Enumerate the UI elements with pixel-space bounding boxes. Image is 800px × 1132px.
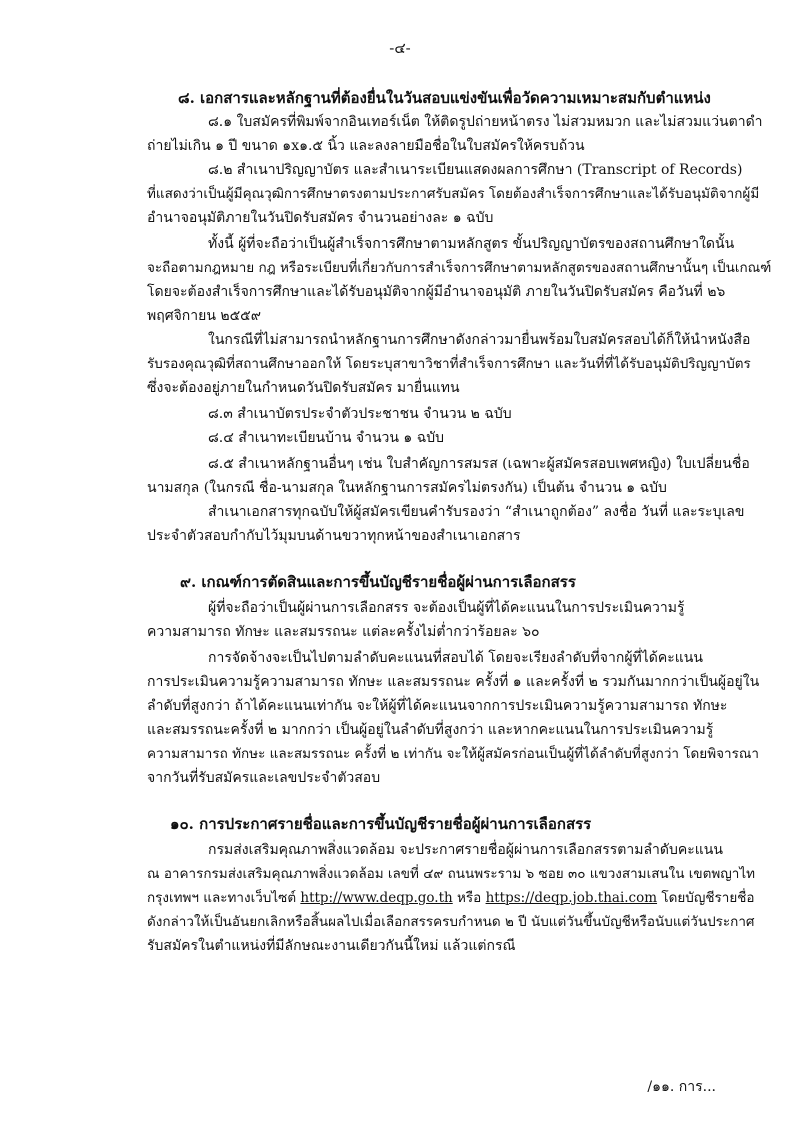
section-10-line-4: ดังกล่าวให้เป็นอันยกเลิกหรือสิ้นผลไปเมื่อเลือกสรรครบกำหนด ๒ ปี นับแต่วันขึ้นบัญชีหรือนับแต่วันประกาศ: [147, 914, 755, 930]
section-9-heading: ๙. เกณฑ์การตัดสินและการขึ้นบัญชีรายชื่อผู้ผ่านการเลือกสรร: [180, 573, 576, 591]
deqp-website-link[interactable]: http://www.deqp.go.th: [300, 890, 453, 906]
section-10-line-1: กรมส่งเสริมคุณภาพสิ่งแวดล้อม จะประกาศรายชื่อผู้ผ่านการเลือกสรรตามลำดับคะแนน: [208, 842, 723, 858]
section-10-line-3-pre: กรุงเทพฯ และทางเว็บไซต์: [147, 890, 301, 906]
section-9-para-2-line-3: ลำดับที่สูงกว่า ถ้าได้คะแนนเท่ากัน จะให้ผู้ที่ได้คะแนนจากการประเมินความรู้ความสามารถ ทักษะ: [147, 698, 728, 714]
item-8-5-line-2: นามสกุล (ในกรณี ชื่อ-นามสกุล ในหลักฐานการสมัครไม่ตรงกัน) เป็นต้น จำนวน ๑ ฉบับ: [147, 480, 667, 496]
item-8-1-line-2: ถ่ายไม่เกิน ๑ ปี ขนาด ๑x๑.๕ นิ้ว และลงลายมือชื่อในใบสมัครให้ครบถ้วน: [147, 138, 585, 154]
note-1-line-4: พฤศจิกายน ๒๕๕๙: [147, 308, 262, 324]
note-1-line-3: โดยจะต้องสำเร็จการศึกษาและได้รับอนุมัติจากผู้มีอำนาจอนุมัติ ภายในวันปิดรับสมัคร คือวันที่ ๒๖: [147, 284, 726, 300]
section-10-line-3: [147, 888, 755, 908]
note-1-line-2: จะถือตามกฎหมาย กฎ หรือระเบียบที่เกี่ยวกับการสำเร็จการศึกษาตามหลักสูตรของสถานศึกษานั้นๆ เป็นเกณฑ์: [147, 260, 772, 276]
item-8-2-line-1: ๘.๒ สำเนาปริญญาบัตร และสำเนาระเบียนแสดงผลการศึกษา (Transcript of Records): [208, 162, 743, 178]
section-9-para-1-line-2: ความสามารถ ทักษะ และสมรรถนะ แต่ละครั้งไม่ต่ำกว่าร้อยละ ๖๐: [147, 624, 540, 640]
section-10-heading: ๑๐. การประกาศรายชื่อและการขึ้นบัญชีรายชื่อผู้ผ่านการเลือกสรร: [170, 815, 592, 833]
section-9-para-2-line-6: จากวันที่รับสมัครและเลขประจำตัวสอบ: [147, 770, 381, 786]
section-9-para-2-line-2: การประเมินความรู้ความสามารถ ทักษะ และสมรรถนะ ครั้งที่ ๑ และครั้งที่ ๒ รวมกันมากกว่าเป็นผู้อยู่ใน: [147, 674, 760, 690]
section-9-para-2-line-1: การจัดจ้างจะเป็นไปตามลำดับคะแนนที่สอบได้ โดยจะเรียงลำดับที่จากผู้ที่ได้คะแนน: [208, 650, 703, 666]
deqp-job-website-link[interactable]: https://deqp.job.thai.com: [485, 890, 658, 906]
section-10-line-5: รับสมัครในตำแหน่งที่มีลักษณะงานเดียวกันนี้ใหม่ แล้วแต่กรณี: [147, 938, 516, 954]
section-9-para-2-line-5: ความสามารถ ทักษะ และสมรรถนะ ครั้งที่ ๒ เท่ากัน จะให้ผู้สมัครก่อนเป็นผู้ที่ได้ลำดับที่สูงกว่า โดยพิจารณา: [147, 746, 759, 762]
note-3-line-2: ประจำตัวสอบกำกับไว้มุมบนด้านขวาทุกหน้าของสำเนาเอกสาร: [147, 528, 521, 544]
section-10-line-3-post: โดยบัญชีรายชื่อ: [657, 890, 755, 906]
note-2-line-1: ในกรณีที่ไม่สามารถนำหลักฐานการศึกษาดังกล่าวมายื่นพร้อมใบสมัครสอบได้ก็ให้นำหนังสือ: [208, 332, 751, 348]
item-8-1-line-1: ๘.๑ ใบสมัครที่พิมพ์จากอินเทอร์เน็ต ให้ติดรูปถ่ายหน้าตรง ไม่สวมหมวก และไม่สวมแว่นตาดำ: [208, 114, 763, 130]
section-8-heading: ๘. เอกสารและหลักฐานที่ต้องยื่นในวันสอบแข่งขันเพื่อวัดความเหมาะสมกับตำแหน่ง: [178, 89, 711, 107]
page-number: -๔-: [389, 39, 411, 57]
note-3-line-1: สำเนาเอกสารทุกฉบับให้ผู้สมัครเขียนคำรับรองว่า “สำเนาถูกต้อง” ลงชื่อ วันที่ และระบุเลข: [208, 504, 745, 520]
continuation-marker: /๑๑. การ...: [647, 1079, 716, 1095]
item-8-2-line-3: อำนาจอนุมัติภายในวันปิดรับสมัคร จำนวนอย่างละ ๑ ฉบับ: [147, 210, 494, 226]
note-2-line-3: ซึ่งจะต้องอยู่ภายในกำหนดวันปิดรับสมัคร มายื่นแทน: [147, 380, 460, 396]
item-8-4: ๘.๔ สำเนาทะเบียนบ้าน จำนวน ๑ ฉบับ: [208, 430, 445, 446]
section-10-line-3-mid: หรือ: [452, 890, 486, 906]
note-1-line-1: ทั้งนี้ ผู้ที่จะถือว่าเป็นผู้สำเร็จการศึกษาตามหลักสูตร ขั้นปริญญาบัตรของสถานศึกษาใดนั้น: [208, 236, 735, 252]
item-8-5-line-1: ๘.๕ สำเนาหลักฐานอื่นๆ เช่น ใบสำคัญการสมรส (เฉพาะผู้สมัครสอบเพศหญิง) ใบเปลี่ยนชื่อ: [208, 456, 750, 472]
item-8-2-line-2: ที่แสดงว่าเป็นผู้มีคุณวุฒิการศึกษาตรงตามประกาศรับสมัคร โดยต้องสำเร็จการศึกษาและได้รับอนุมัติจากผู้มี: [147, 186, 760, 202]
item-8-3: ๘.๓ สำเนาบัตรประจำตัวประชาชน จำนวน ๒ ฉบับ: [208, 406, 512, 422]
section-10-line-2: ณ อาคารกรมส่งเสริมคุณภาพสิ่งแวดล้อม เลขที่ ๔๙ ถนนพระราม ๖ ซอย ๓๐ แขวงสามเสนใน เขตพญาไท: [147, 866, 756, 882]
section-9-para-2-line-4: และสมรรถนะครั้งที่ ๒ มากกว่า เป็นผู้อยู่ในลำดับที่สูงกว่า และหากคะแนนในการประเมินความรู้: [147, 722, 714, 738]
note-2-line-2: รับรองคุณวุฒิที่สถานศึกษาออกให้ โดยระบุสาขาวิชาที่สำเร็จการศึกษา และวันที่ที่ได้รับอนุมัติปริญญาบัตร: [147, 356, 751, 372]
section-9-para-1-line-1: ผู้ที่จะถือว่าเป็นผู้ผ่านการเลือกสรร จะต้องเป็นผู้ที่ได้คะแนนในการประเมินความรู้: [208, 600, 685, 616]
